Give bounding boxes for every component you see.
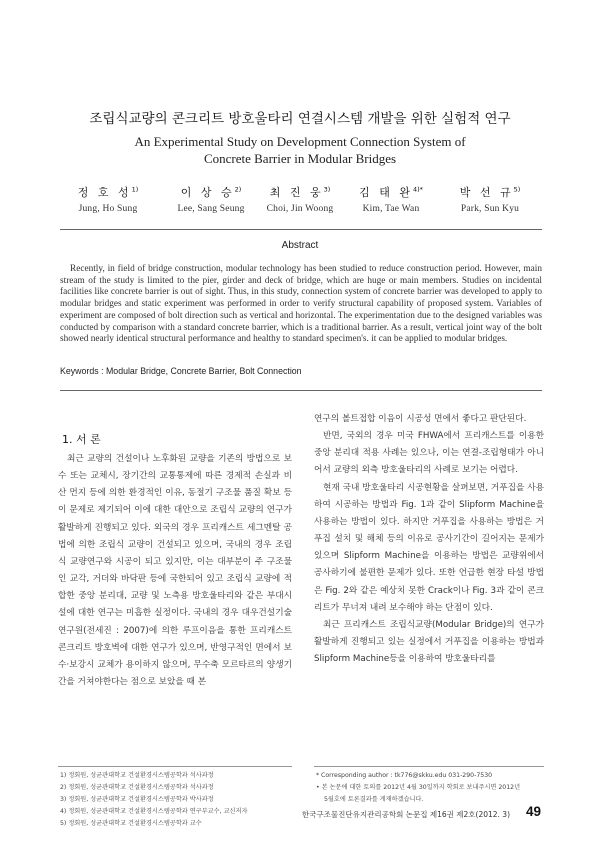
keywords xyxy=(60,366,302,376)
author-name-ko: 최 진 웅 xyxy=(269,186,324,199)
abstract-body: Recently, in field of bridge construction, modular technology has been studied to reduce construction period. However, main stream of the study is limited to the pier, girder and deck of bridge, which are huge or main members. Studies on incidental facilities like concrete barrier is out of sight. Thus, in this study, connection system of concrete barrier was developed to apply to modular bridges and static experiment was performed in order to verify structural capability of proposed system. Variables of experiment are composed of bolt direction such as vertical and horizontal. The experimentation due to the designed variables was conducted by comparison with a standard concrete barrier, which is a traditional barrier. As a result, vertical joint way of the bolt showed nearly identical structural performance and healthy to standard specimen's. it can be applied to modular bridges. xyxy=(60,264,542,345)
footnote-rule-left xyxy=(58,766,292,767)
footnote: 5월호에 토론결과를 게재하겠습니다. xyxy=(324,796,424,803)
author-5 xyxy=(430,184,550,214)
abstract-bottom-rule xyxy=(60,390,542,391)
author-name-en: Kim, Tae Wan xyxy=(362,204,420,214)
author-affiliation-mark: 5) xyxy=(513,185,521,194)
footnote: 4) 정회원, 성균관대학교 건설환경시스템공학과 연구부교수, 교신저자 xyxy=(60,808,248,815)
author-name-ko: 이 상 승 xyxy=(180,186,235,199)
author-affiliation-mark: 4)* xyxy=(412,185,423,194)
keywords-label: Keywords : xyxy=(60,366,104,376)
title-en-line-2: Concrete Barrier in Modular Bridges xyxy=(203,151,397,166)
section-heading-introduction: 1. 서 론 xyxy=(62,433,101,446)
author-name-ko: 정 호 성 xyxy=(77,186,132,199)
abstract-top-rule xyxy=(60,229,542,230)
footnote: 5) 정회원, 성균관대학교 건설환경시스템공학과 교수 xyxy=(60,820,202,827)
paragraph: 최근 교량의 건설이나 노후화된 교량을 기존의 방법으로 보수 또는 교체시, 장기간의 교통통제에 따른 경제적 손실과 비산 먼지 등에 의한 환경적인 이유, 동절기 구조물 품질 확보 등이 문제로 제기되어 이에 대한 대안으로 조립식 교량의 연구가 활발하게 진행되고 있다. 외국의 경우 프리캐스트 세그멘탈 공법에 의한 조립식 교량이 건설되고 있으며, 국내의 경우 조립식 교량연구와 시공이 되고 있지만, 이는 대부분이 주 구조물인 교각, 거더와 바닥판 등에 국한되어 있고 조립식 교량에 적합한 중앙 분리대, 교량 및 노측용 방호울타리와 같은 부대시설에 대한 연구는 미흡한 실정이다. 국내의 경우 대우건설기술연구원(전세진 : 2007)에 의한 루프이음을 통한 프리캐스트 콘크리트 방호벽에 대한 연구가 있으며, 반영구적인 면에서 보수·보강시 교체가 용이하지 않으며, 무수축 모르타르의 양생기간을 거쳐야한다는 점으로 보았을 때 본 xyxy=(58,454,292,688)
author-affiliation-mark: 1) xyxy=(131,185,139,194)
paragraph: 연구의 볼트접합 이음이 시공성 면에서 좋다고 판단된다. xyxy=(314,414,527,424)
left-column-text xyxy=(58,451,292,691)
footnotes-right xyxy=(316,770,520,806)
paragraph: 최근 프리캐스트 조립식교량(Modular Bridge)의 연구가 활발하게 진행되고 있는 실정에서 거푸집을 이용하는 방법과 Slipform Machine등을 이용하여 방호울타리를 xyxy=(314,619,544,665)
author-name-en: Park, Sun Kyu xyxy=(460,204,520,214)
paragraph: 반면, 국외의 경우 미국 FHWA에서 프리캐스트를 이용한 중앙 분리대 적용 사례는 있으나, 이는 연결-조립형태가 아니어서 교량의 외측 방호울타리의 사례로 보기는 어렵다. xyxy=(314,431,544,476)
author-affiliation-mark: 3) xyxy=(323,185,331,194)
footnote-rule-right xyxy=(314,766,544,767)
abstract-heading: Abstract xyxy=(281,240,319,251)
right-column-text xyxy=(314,411,544,668)
keywords-list: Modular Bridge, Concrete Barrier, Bolt Connection xyxy=(105,366,302,376)
author-affiliation-mark: 2) xyxy=(234,185,242,194)
author-name-en: Jung, Ho Sung xyxy=(78,204,138,214)
footnote: • 본 논문에 대한 토의를 2012년 4월 30일까지 학회로 보내주시면 2012년 xyxy=(316,784,521,791)
author-name-en: Lee, Sang Seung xyxy=(177,204,245,214)
author-name-en: Choi, Jin Woong xyxy=(266,204,334,214)
paragraph: 현재 국내 방호울타리 시공현황을 살펴보면, 거푸집을 사용하여 시공하는 방법과 Fig. 1과 같이 Slipform Machine을 사용하는 방법이 있다. 하지만 거푸집을 사용하는 방법은 거푸집 설치 및 해체 등의 이유로 공사기간이 길어지는 문제가 있으며 Slipform Machine을 이용하는 방법은 교량위에서 공사하기에 불편한 문제가 있다. 또한 언급한 현장 타설 방법은 Fig. 2와 같은 예상치 못한 Crack이나 Fig. 3과 같이 콘크리트가 무너져 내려 보수해야 하는 단점이 있다. xyxy=(314,482,544,613)
footnote: * Corresponding author : tk776@skku.edu 031-290-7530 xyxy=(316,772,493,779)
author-1 xyxy=(48,184,168,214)
author-name-ko: 김 태 완 xyxy=(359,186,413,199)
footnote: 3) 정회원, 성균관대학교 건설환경시스템공학과 박사과정 xyxy=(60,796,214,803)
journal-footer: 한국구조물진단유지관리공학회 논문집 제16권 제2호(2012. 3) xyxy=(301,810,510,819)
paper-title-korean: 조립식교량의 콘크리트 방호울타리 연결시스템 개발을 위한 실험적 연구 xyxy=(89,111,511,127)
author-name-ko: 박 선 규 xyxy=(459,186,514,199)
title-en-line-1: An Experimental Study on Development Connection System of xyxy=(134,134,466,149)
footnote: 1) 정회원, 성균관대학교 건설환경시스템공학과 석사과정 xyxy=(60,772,214,779)
footnotes-left xyxy=(60,770,247,830)
footnote: 2) 정회원, 성균관대학교 건설환경시스템공학과 석사과정 xyxy=(60,784,214,791)
page-number: 49 xyxy=(525,804,541,819)
paper-title-english xyxy=(0,133,600,167)
